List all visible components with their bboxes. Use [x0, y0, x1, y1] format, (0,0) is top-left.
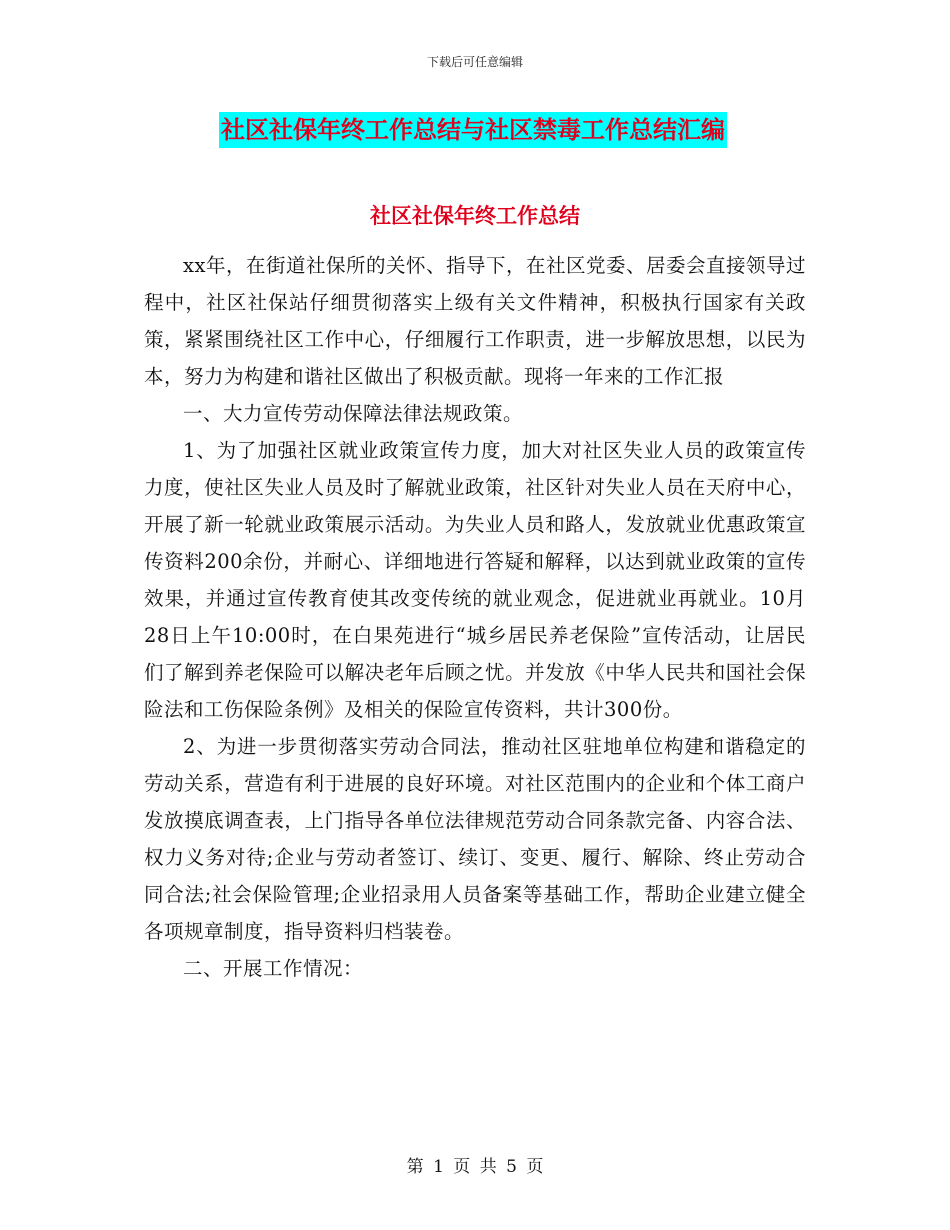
paragraph-item-1: 1、为了加强社区就业政策宣传力度，加大对社区失业人员的政策宣传力度，使社区失业人员及时了解就业政策，社区针对失业人员在天府中心，开展了新一轮就业政策展示活动。为失业人员和路人，发放就业优惠政策宣传资料200余份，并耐心、详细地进行答疑和解释，以达到就业政策的宣传效果，并通过宣传教育使其改变传统的就业观念，促进就业再就业。10月28日上午10:00时，在白果苑进行“城乡居民养老保险”宣传活动，让居民们了解到养老保险可以解决老年后顾之忧。并发放《中华人民共和国社会保险法和工伤保险条例》及相关的保险宣传资料，共计300份。: [144, 439, 806, 721]
document-main-title: 社区社保年终工作总结与社区禁毒工作总结汇编: [219, 112, 727, 148]
header-note: 下载后可任意编辑: [426, 55, 523, 69]
document-body: [144, 247, 806, 987]
page-footer: 第 1 页 共 5 页: [406, 1157, 544, 1177]
paragraph-heading-2: 二、开展工作情况：: [183, 957, 364, 980]
paragraph-heading-1: 一、大力宣传劳动保障法律法规政策。: [183, 402, 524, 425]
paragraph-item-2: 2、为进一步贯彻落实劳动合同法，推动社区驻地单位构建和谐稳定的劳动关系，营造有利于进展的良好环境。对社区范围内的企业和个体工商户发放摸底调查表，上门指导各单位法律规范劳动合同条款完备、内容合法、权力义务对待;企业与劳动者签订、续订、变更、履行、解除、终止劳动合同合法;社会保险管理;企业招录用人员备案等基础工作，帮助企业建立健全各项规章制度，指导资料归档装卷。: [144, 735, 806, 943]
paragraph-intro: xx年，在街道社保所的关怀、指导下，在社区党委、居委会直接领导过程中，社区社保站仔细贯彻落实上级有关文件精神，积极执行国家有关政策，紧紧围绕社区工作中心，仔细履行工作职责，进一步解放思想，以民为本，努力为构建和谐社区做出了积极贡献。现将一年来的工作汇报: [144, 254, 806, 388]
section-title: 社区社保年终工作总结: [370, 204, 580, 228]
